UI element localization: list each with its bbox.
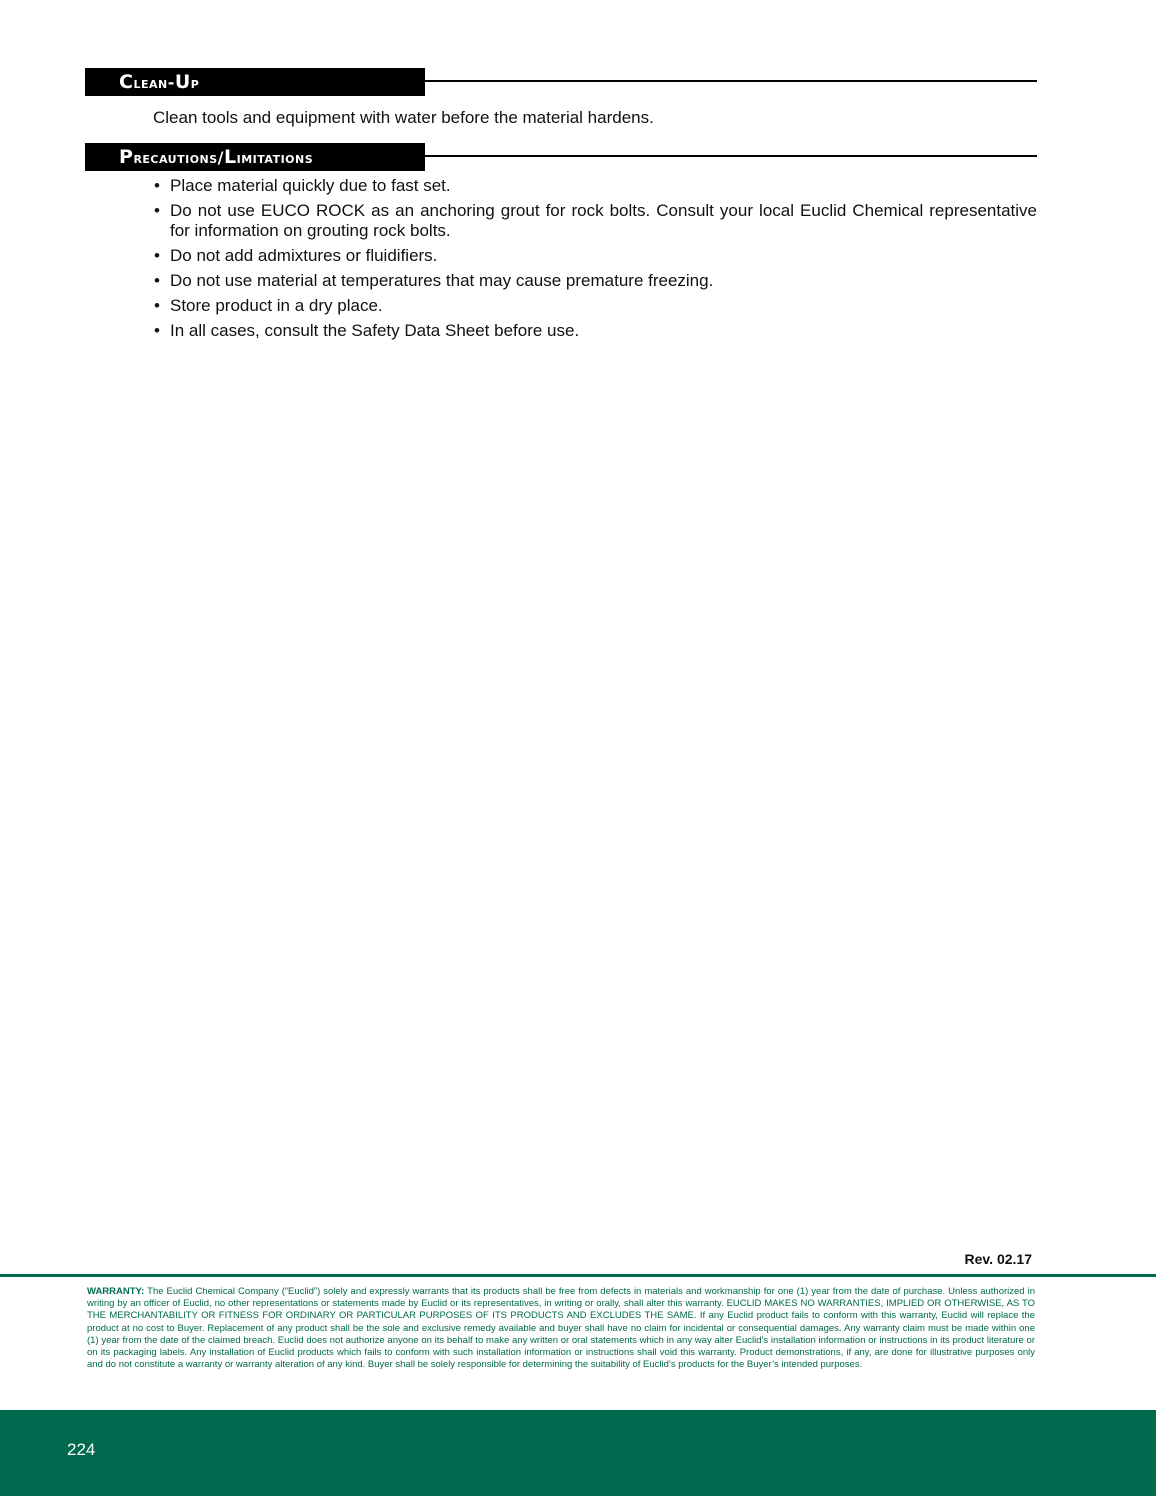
title-initial-2: L: [224, 146, 237, 168]
bullet-icon: •: [154, 246, 160, 265]
title-rest: lean-: [133, 73, 175, 92]
footer-divider: [0, 1274, 1156, 1277]
section-header-precautions: [85, 143, 1037, 171]
revision-label: Rev. 02.17: [964, 1251, 1032, 1267]
bullet-icon: •: [154, 201, 160, 220]
title-rest-2: imitations: [236, 148, 314, 167]
warranty-text: [87, 1286, 1035, 1371]
section-header-cleanup: [85, 68, 1037, 96]
footer-band: [0, 1410, 1156, 1496]
list-item: [153, 176, 1037, 196]
section-rule: [425, 155, 1037, 157]
bullet-icon: •: [154, 176, 160, 195]
bullet-icon: •: [154, 321, 160, 340]
page-number: 224: [67, 1440, 96, 1459]
list-item-text: Place material quickly due to fast set.: [170, 176, 451, 195]
list-item: [153, 201, 1037, 241]
warranty-body: The Euclid Chemical Company (“Euclid”) solely and expressly warrants that its products shall be free from defects in materials and workmanship for one (1) year from the date of purchase. Unless authorized in writing by an officer of Euclid, no other representations or statements made by Euclid or its representatives, in writing or orally, shall alter this warranty. EUCLID MAKES NO WARRANTIES, IMPLIED OR OTHERWISE, AS TO THE MERCHANTABILITY OR FITNESS FOR ORDINARY OR PARTICULAR PURPOSES OF ITS PRODUCTS AND EXCLUDES THE SAME. If any Euclid product fails to conform with this warranty, Euclid will replace the product at no cost to Buyer. Replacement of any product shall be the sole and exclusive remedy available and buyer shall have no claim for incidental or consequential damages. Any warranty claim must be made within one (1) year from the date of the claimed breach. Euclid does not authorize anyone on its behalf to make any written or oral statements which in any way alter Euclid’s installation information or instructions in its product literature or on its packaging labels. Any installation of Euclid products which fails to conform with such installation information or instructions shall void this warranty. Product demonstrations, if any, are done for illustrative purposes only and do not constitute a warranty or warranty alteration of any kind. Buyer shall be solely responsible for determining the suitability of Euclid’s products for the Buyer’s intended purposes.: [87, 1286, 1035, 1371]
section-rule: [425, 80, 1037, 82]
title-initial-2: U: [174, 71, 191, 93]
bullet-icon: •: [154, 296, 160, 315]
list-item: [153, 246, 1037, 266]
section-title-precautions: [85, 143, 425, 171]
title-rest: recautions/: [133, 148, 225, 167]
cleanup-body: Clean tools and equipment with water before the material hardens.: [153, 108, 654, 127]
list-item-text: Store product in a dry place.: [170, 296, 383, 315]
precautions-list: [153, 176, 1037, 346]
list-item: [153, 296, 1037, 316]
warranty-lead: WARRANTY:: [87, 1286, 145, 1297]
title-initial: C: [119, 71, 134, 93]
list-item-text: Do not use material at temperatures that may cause premature freezing.: [170, 271, 714, 290]
title-initial: P: [119, 146, 134, 168]
list-item-text: Do not add admixtures or fluidifiers.: [170, 246, 438, 265]
list-item: [153, 321, 1037, 341]
list-item-text: In all cases, consult the Safety Data Sheet before use.: [170, 321, 580, 340]
section-title-cleanup: [85, 68, 425, 96]
title-rest-2: p: [190, 73, 200, 92]
list-item: [153, 271, 1037, 291]
bullet-icon: •: [154, 271, 160, 290]
list-item-text: Do not use EUCO ROCK as an anchoring grout for rock bolts. Consult your local Euclid Chemical representative for information on grouting rock bolts.: [170, 201, 1037, 240]
